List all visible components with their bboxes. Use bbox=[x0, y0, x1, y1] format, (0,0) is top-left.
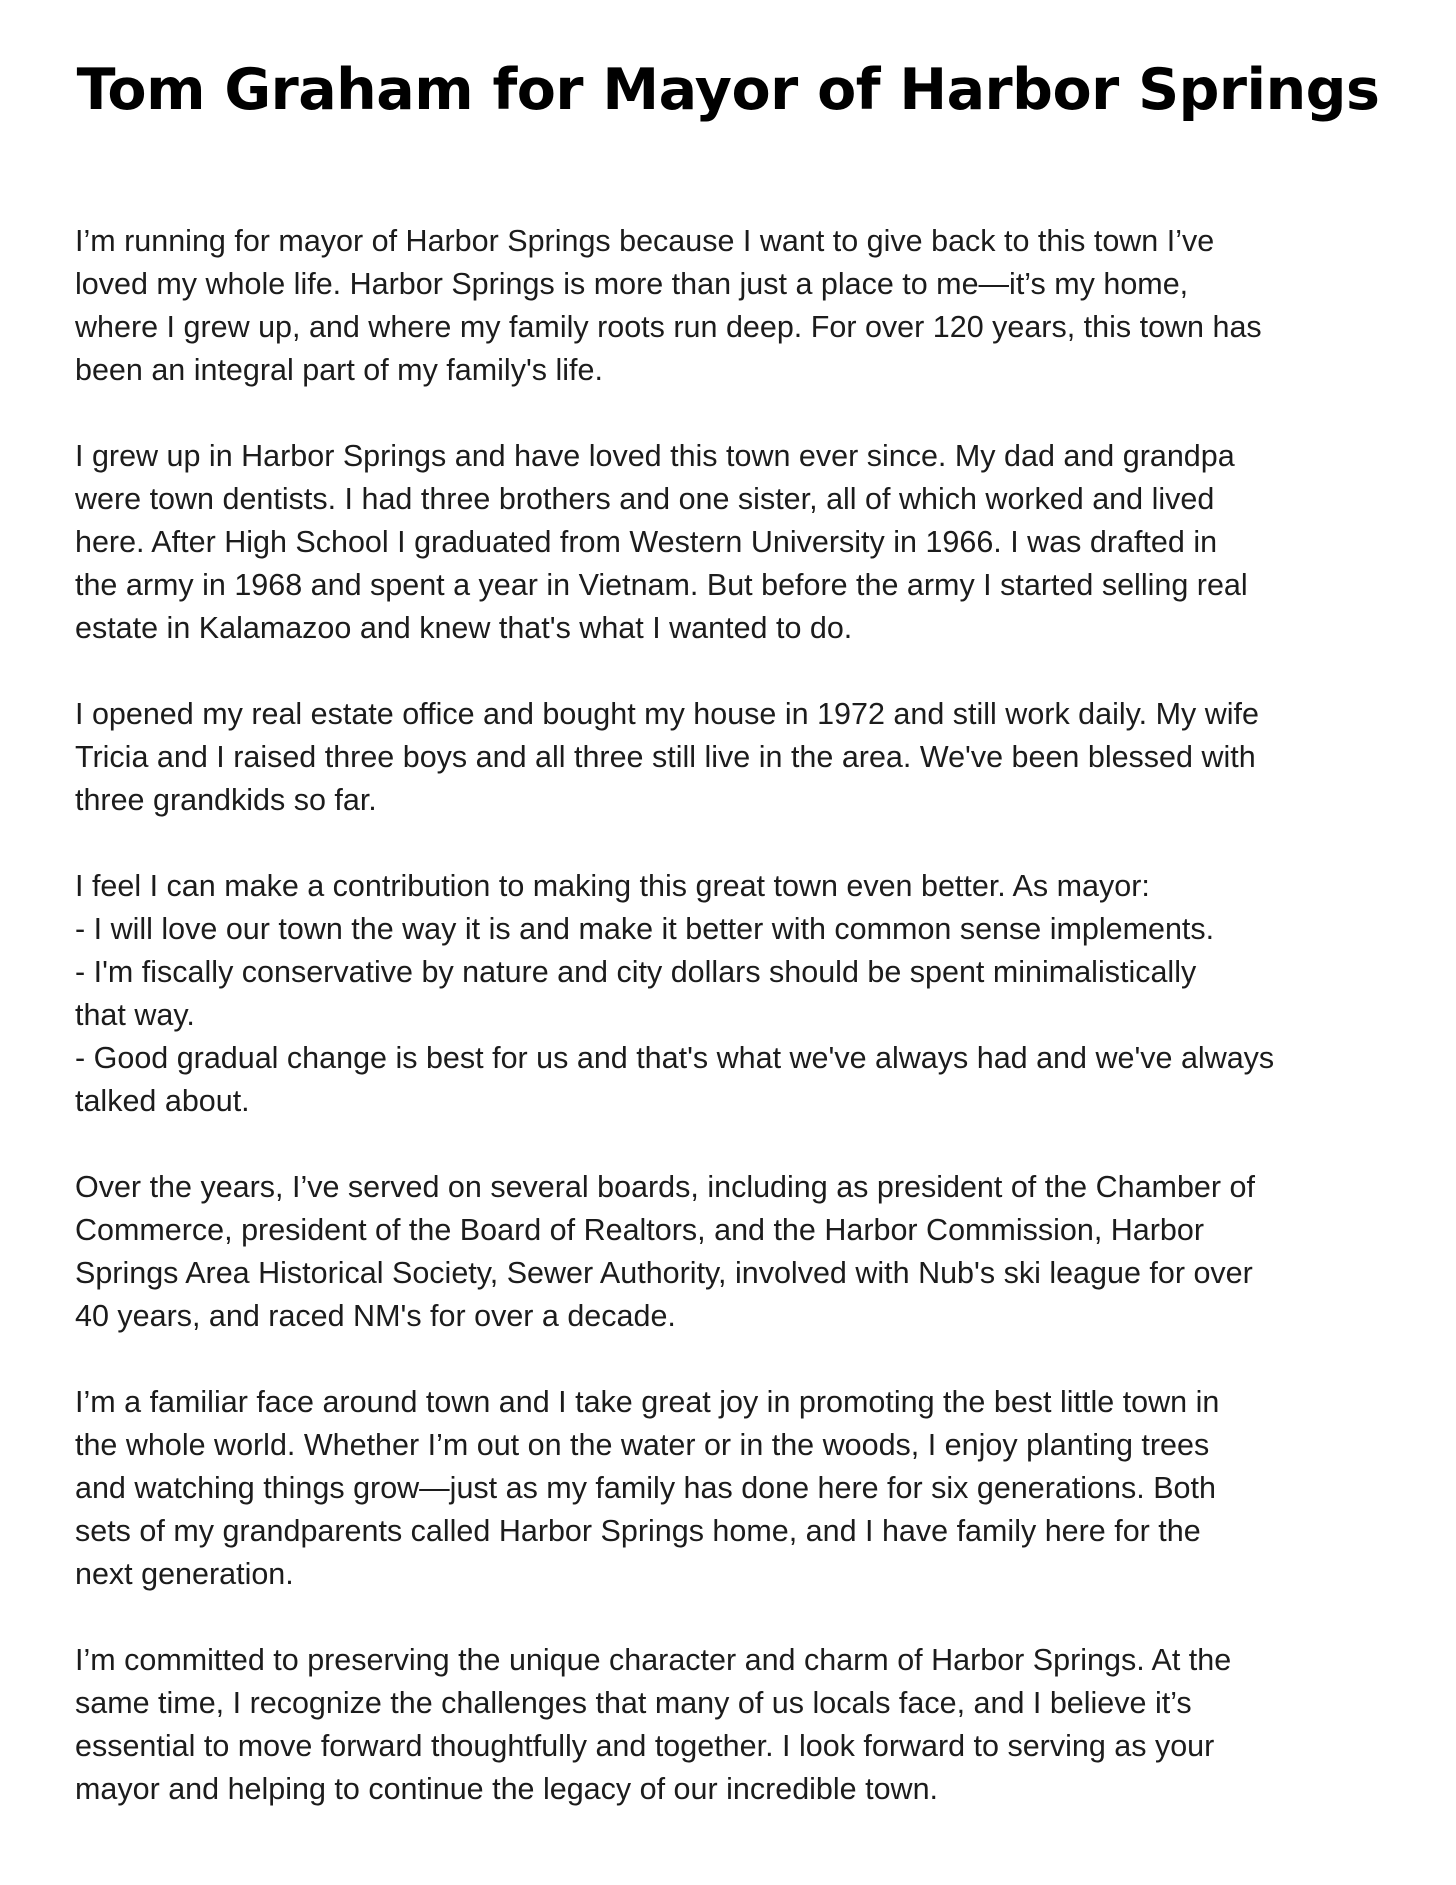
paragraph-line: I’m a familiar face around town and I take great joy in promoting the best little town in bbox=[75, 1385, 1220, 1419]
paragraph-line: that way. bbox=[75, 998, 195, 1032]
paragraph-line: same time, I recognize the challenges that many of us locals face, and I believe it’s bbox=[75, 1686, 1192, 1720]
paragraph-line: sets of my grandparents called Harbor Springs home, and I have family here for the bbox=[75, 1514, 1201, 1548]
paragraph-line: the whole world. Whether I’m out on the water or in the woods, I enjoy planting trees bbox=[75, 1428, 1210, 1462]
paragraph bbox=[75, 220, 1385, 392]
paragraph-line: I opened my real estate office and bought my house in 1972 and still work daily. My wife bbox=[75, 697, 1259, 731]
paragraph bbox=[75, 865, 1385, 1123]
paragraph bbox=[75, 435, 1385, 650]
paragraph bbox=[75, 1166, 1385, 1338]
paragraph-line: estate in Kalamazoo and knew that's what I wanted to do. bbox=[75, 611, 853, 645]
paragraph-line: Tricia and I raised three boys and all three still live in the area. We've been blessed with bbox=[75, 740, 1256, 774]
paragraph-line: three grandkids so far. bbox=[75, 783, 377, 817]
paragraph-line: I’m running for mayor of Harbor Springs because I want to give back to this town I’ve bbox=[75, 224, 1215, 258]
paragraph-line: where I grew up, and where my family roots run deep. For over 120 years, this town has bbox=[75, 310, 1262, 344]
paragraph-line: here. After High School I graduated from Western University in 1966. I was drafted in bbox=[75, 525, 1218, 559]
paragraph-line: - Good gradual change is best for us and that's what we've always had and we've always bbox=[75, 1041, 1275, 1075]
paragraph-line: and watching things grow—just as my family has done here for six generations. Both bbox=[75, 1471, 1216, 1505]
paragraph bbox=[75, 693, 1385, 822]
paragraph-line: Springs Area Historical Society, Sewer Authority, involved with Nub's ski league for over bbox=[75, 1256, 1253, 1290]
paragraph-line: mayor and helping to continue the legacy of our incredible town. bbox=[75, 1772, 939, 1806]
paragraph-line: talked about. bbox=[75, 1084, 250, 1118]
paragraph-line: Commerce, president of the Board of Realtors, and the Harbor Commission, Harbor bbox=[75, 1213, 1204, 1247]
paragraph-line: essential to move forward thoughtfully and together. I look forward to serving as your bbox=[75, 1729, 1215, 1763]
paragraph-line: I grew up in Harbor Springs and have loved this town ever since. My dad and grandpa bbox=[75, 439, 1235, 473]
paragraph-line: - I will love our town the way it is and make it better with common sense implements. bbox=[75, 912, 1215, 946]
paragraph-line: I feel I can make a contribution to making this great town even better. As mayor: bbox=[75, 869, 1150, 903]
paragraph bbox=[75, 1381, 1385, 1596]
document-body bbox=[75, 220, 1385, 1811]
paragraph-line: - I'm fiscally conservative by nature and city dollars should be spent minimalistically bbox=[75, 955, 1197, 989]
paragraph-line: Over the years, I’ve served on several boards, including as president of the Chamber of bbox=[75, 1170, 1255, 1204]
page-title: Tom Graham for Mayor of Harbor Springs bbox=[76, 57, 1380, 123]
paragraph-line: next generation. bbox=[75, 1557, 294, 1591]
paragraph-line: been an integral part of my family's life. bbox=[75, 353, 603, 387]
paragraph-line: the army in 1968 and spent a year in Vietnam. But before the army I started selling real bbox=[75, 568, 1248, 602]
paragraph-line: were town dentists. I had three brothers and one sister, all of which worked and lived bbox=[75, 482, 1215, 516]
paragraph bbox=[75, 1639, 1385, 1811]
paragraph-line: 40 years, and raced NM's for over a decade. bbox=[75, 1299, 676, 1333]
paragraph-line: loved my whole life. Harbor Springs is more than just a place to me—it’s my home, bbox=[75, 267, 1189, 301]
paragraph-line: I’m committed to preserving the unique character and charm of Harbor Springs. At the bbox=[75, 1643, 1232, 1677]
